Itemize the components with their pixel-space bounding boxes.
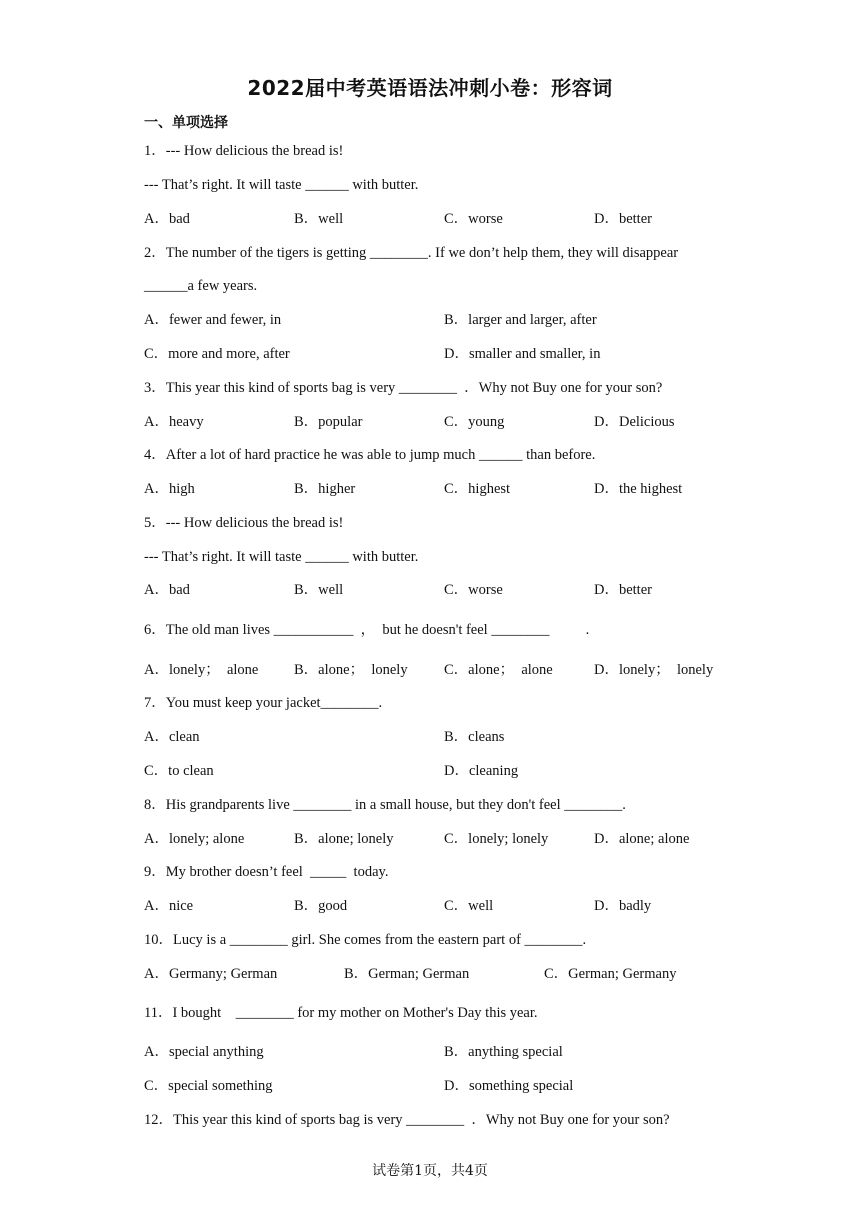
question-11-option-a: A．special anything (144, 1044, 264, 1060)
question-8-option-d: D．alone; alone (594, 831, 690, 847)
question-4-option-c: C．highest (444, 481, 511, 497)
question-9-line-1: 9．My brother doesn’t feel _____ today. (144, 864, 389, 880)
question-9-option-d: D．badly (594, 898, 652, 914)
question-2-option-d: D．smaller and smaller, in (444, 346, 601, 362)
question-11-option-d: D．something special (444, 1078, 574, 1094)
question-6-option-a: A．lonely； alone (144, 662, 259, 678)
question-2-option-a: A．fewer and fewer, in (144, 312, 282, 328)
question-6-option-c: C．alone； alone (444, 662, 553, 678)
question-5-line-2: --- That’s right. It will taste ______ with butter. (144, 549, 419, 565)
question-9-option-b: B．good (294, 898, 348, 914)
question-3-option-a: A．heavy (144, 414, 204, 430)
question-10-line-1: 10．Lucy is a ________ girl. She comes from the eastern part of ________. (144, 932, 587, 948)
question-7-option-c: C．to clean (144, 763, 214, 779)
question-1-line-2: --- That’s right. It will taste ______ with butter. (144, 177, 419, 193)
question-2-option-c: C．more and more, after (144, 346, 290, 362)
question-7-option-d: D．cleaning (444, 763, 519, 779)
question-10-option-b: B．German; German (344, 966, 470, 982)
page-footer: 试卷第1页，共4页 (372, 1163, 488, 1179)
question-4-option-d: D．the highest (594, 481, 683, 497)
question-5-option-a: A．bad (144, 582, 190, 598)
page-title: 2022届中考英语语法冲刺小卷：形容词 (247, 76, 613, 100)
question-2-line-1: 2．The number of the tigers is getting ________. If we don’t help them, they will disappear (144, 245, 679, 261)
question-12-line-1: 12．This year this kind of sports bag is very ________ ．Why not Buy one for your son? (144, 1112, 670, 1128)
question-3-option-c: C．young (444, 414, 505, 430)
question-11-option-b: B．anything special (444, 1044, 563, 1060)
question-4-option-a: A．high (144, 481, 195, 497)
question-3-line-1: 3．This year this kind of sports bag is very ________ ．Why not Buy one for your son? (144, 380, 663, 396)
question-8-option-b: B．alone; lonely (294, 831, 394, 847)
question-9-option-c: C．well (444, 898, 494, 914)
question-8-option-c: C．lonely; lonely (444, 831, 549, 847)
question-7-option-a: A．clean (144, 729, 200, 745)
question-7-option-b: B．cleans (444, 729, 505, 745)
question-5-line-1: 5．--- How delicious the bread is! (144, 515, 344, 531)
question-1-option-d: D．better (594, 211, 652, 227)
question-11-line-1: 11．I bought ________ for my mother on Mother's Day this year. (144, 1005, 538, 1021)
question-5-option-c: C．worse (444, 582, 503, 598)
question-6-option-d: D．lonely； lonely (594, 662, 714, 678)
question-3-option-b: B．popular (294, 414, 363, 430)
question-8-line-1: 8．His grandparents live ________ in a small house, but they don't feel ________. (144, 797, 626, 813)
question-10-option-c: C．German; Germany (544, 966, 677, 982)
question-9-option-a: A．nice (144, 898, 194, 914)
question-4-option-b: B．higher (294, 481, 356, 497)
question-2-line-2: ______a few years. (144, 278, 258, 294)
question-4-line-1: 4．After a lot of hard practice he was able to jump much ______ than before. (144, 447, 596, 463)
question-6-line-1: 6．The old man lives ___________ ， but he doesn't feel ________ . (144, 622, 590, 638)
question-10-option-a: A．Germany; German (144, 966, 278, 982)
question-1-option-c: C．worse (444, 211, 503, 227)
question-2-option-b: B．larger and larger, after (444, 312, 597, 328)
question-5-option-b: B．well (294, 582, 344, 598)
question-5-option-d: D．better (594, 582, 652, 598)
question-11-option-c: C．special something (144, 1078, 273, 1094)
question-7-line-1: 7．You must keep your jacket________. (144, 695, 383, 711)
question-8-option-a: A．lonely; alone (144, 831, 245, 847)
question-6-option-b: B．alone； lonely (294, 662, 408, 678)
question-1-option-b: B．well (294, 211, 344, 227)
section-heading: 一、单项选择 (144, 115, 228, 131)
question-1-option-a: A．bad (144, 211, 190, 227)
question-1-line-1: 1．--- How delicious the bread is! (144, 143, 344, 159)
question-3-option-d: D．Delicious (594, 414, 675, 430)
